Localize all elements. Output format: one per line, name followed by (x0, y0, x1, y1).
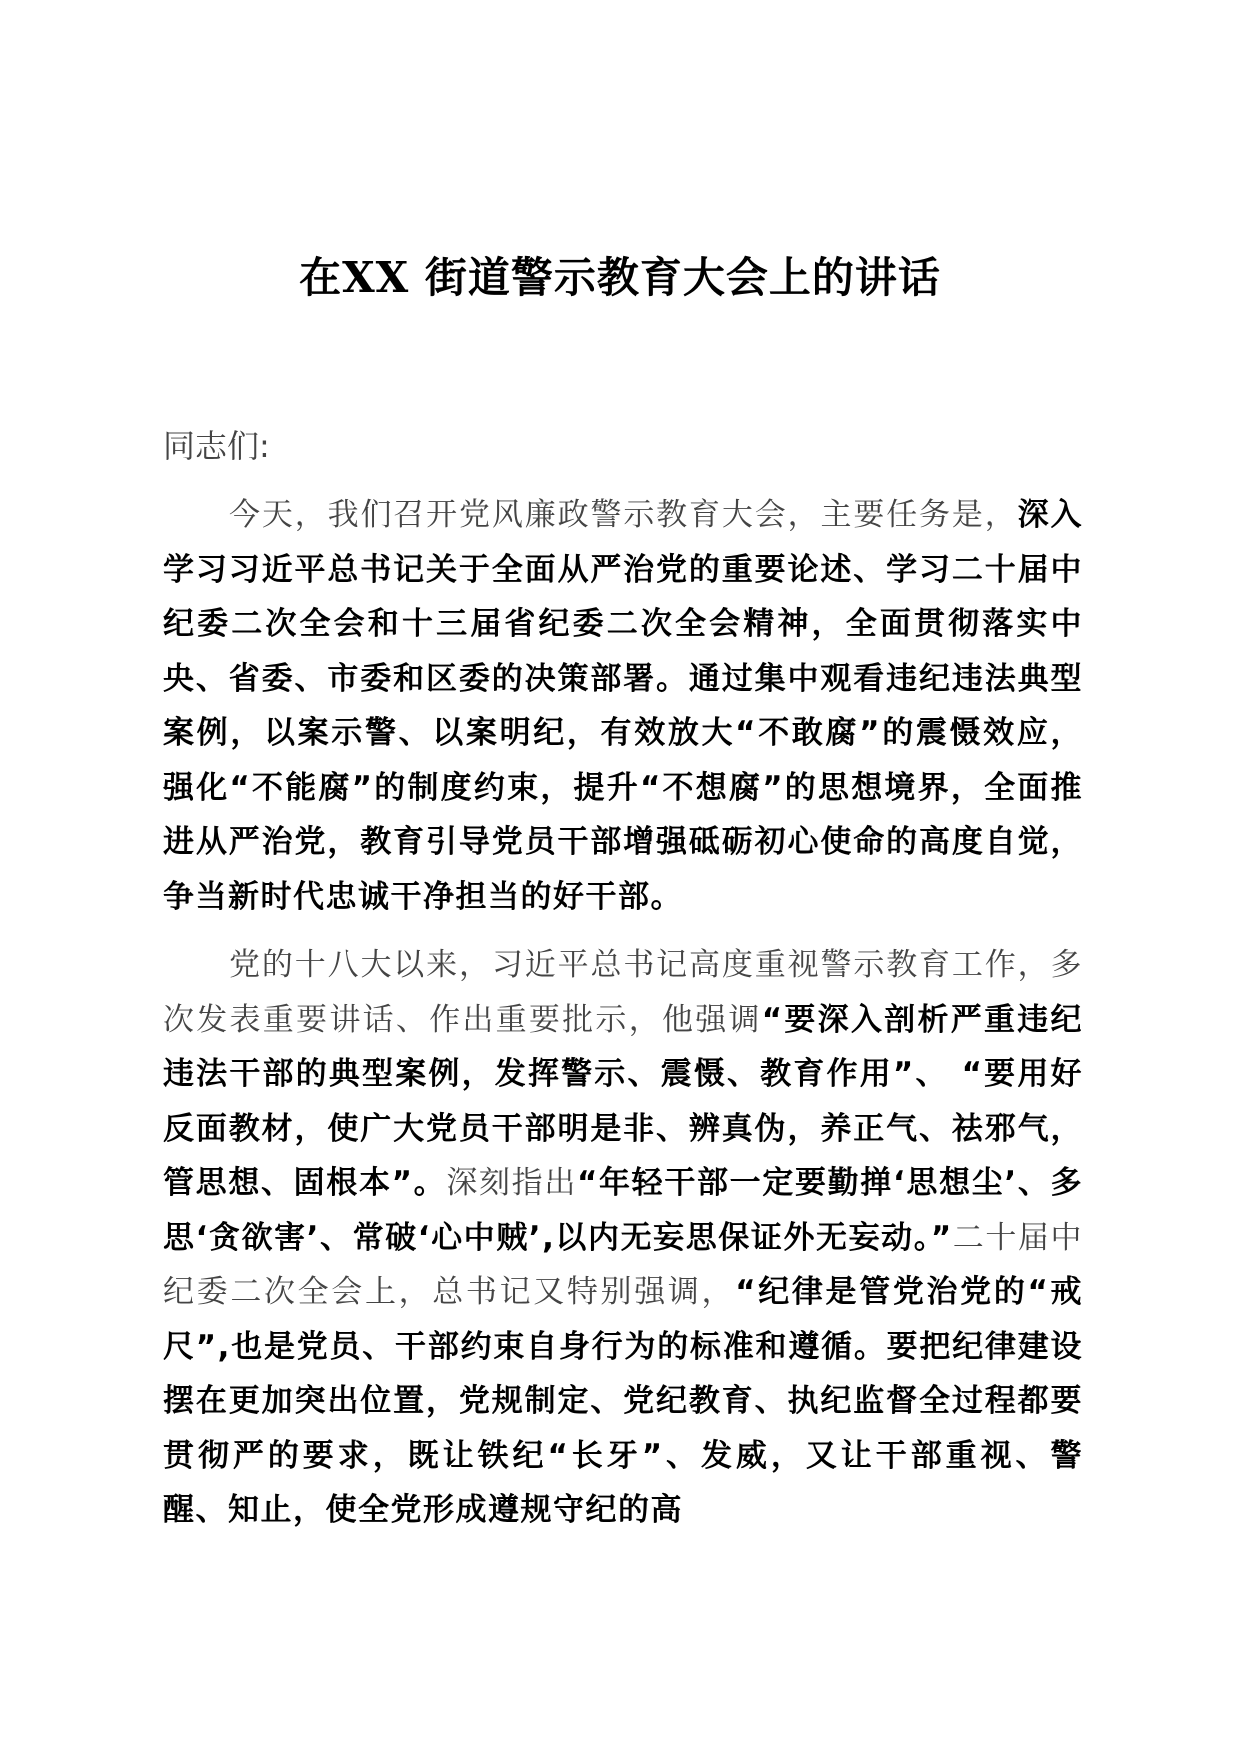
paragraph-text-run: “要深入剖析严重违纪违法干部的典型案例，发挥警示、震慑、教育作用”、 “要用好反面教材，使广大党员干部明是非、辨真伪，养正气、祛邪气，管思想、固根本”。 (163, 1001, 1083, 1201)
paragraph-text-run: “年轻干部一定要勤掸‘思想尘’、多思‘贪欲害’、常破‘心中贼’,以内无妄思保证外无妄动。” (163, 1165, 1083, 1256)
salutation: 同志们: (163, 427, 270, 465)
paragraph-text-run: 党的十八大以来，习近平总书记高度重视警示教育工作，多次发表重要讲话、作出重要批示，他强调 (163, 947, 1083, 1038)
document-title: 在XX 街道警示教育大会上的讲话 (299, 253, 941, 302)
paragraph-text-run: 深入学习习近平总书记关于全面从严治党的重要论述、学习二十届中纪委二次全会和十三届省纪委二次全会精神，全面贯彻落实中央、省委、市委和区委的决策部署。通过集中观看违纪违法典型案例，以案示警、以案明纪，有效放大“不敢腐”的震慑效应，强化“不能腐”的制度约束，提升“不想腐”的思想境界，全面推进从严治党，教育引导党员干部增强砥砺初心使命的高度自觉，争当新时代忠诚干净担当的好干部。 (163, 497, 1084, 915)
paragraph-text-run: 今天，我们召开党风廉政警示教育大会，主要任务是， (229, 497, 1018, 533)
document-body (163, 426, 1083, 1538)
paragraph-text-run: 深刻指出 (446, 1165, 577, 1201)
paragraph-1 (163, 488, 1083, 924)
paragraph-text-run: 二十届中纪委二次全会上，总书记又特别强调， (163, 1219, 1084, 1310)
paragraph-text-run: “纪律是管党治党的“戒尺”,也是党员、干部约束自身行为的标准和遵循。要把纪律建设摆在更加突出位置，党规制定、党纪教育、执纪监督全过程都要贯彻严的要求，既让铁纪“长牙”、发威，又让干部重视、警醒、知止，使全党形成遵规守纪的高 (163, 1274, 1084, 1528)
paragraph-2 (163, 938, 1083, 1538)
